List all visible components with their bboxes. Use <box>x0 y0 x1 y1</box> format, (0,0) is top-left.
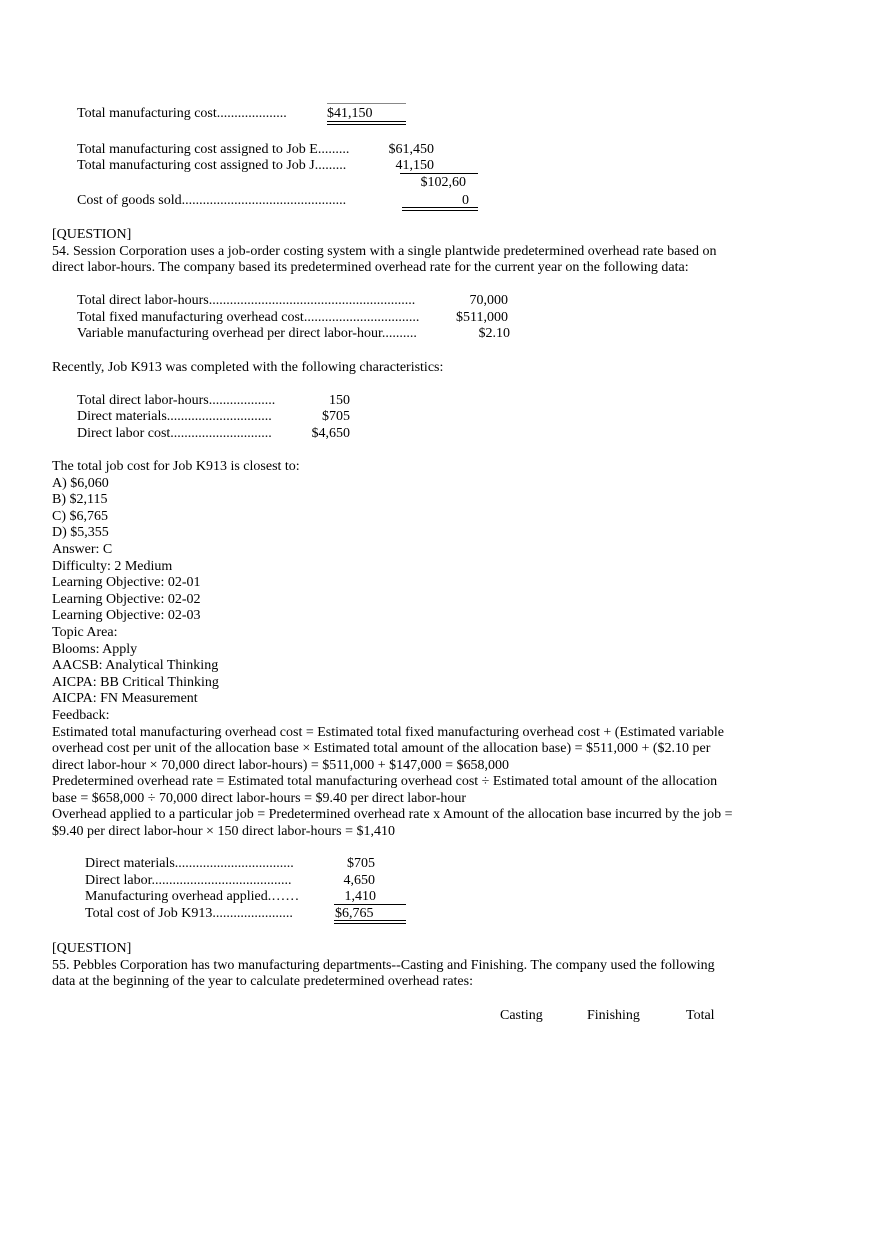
cogs-value: 0 <box>462 193 469 208</box>
cost-row-value: $705 <box>347 856 375 871</box>
job-row-label: Direct materials.............................. <box>77 409 272 424</box>
data-row-value: $511,000 <box>456 310 508 325</box>
column-header-finishing: Finishing <box>587 1008 640 1023</box>
job-row-value: $705 <box>322 409 350 424</box>
cost-row-label: Direct materials.................................. <box>85 856 294 871</box>
total-mfg-cost-label: Total manufacturing cost.................... <box>77 106 287 121</box>
learning-objective: Learning Objective: 02-02 <box>52 591 201 607</box>
assigned-e-label: Total manufacturing cost assigned to Job E......... <box>77 142 350 157</box>
data-row-label: Variable manufacturing overhead per direct labor-hour.......... <box>77 326 417 341</box>
rule-below-j <box>400 173 478 174</box>
feedback-line: Estimated total manufacturing overhead cost = Estimated total fixed manufacturing overhead cost + (Estimated variable <box>52 724 725 740</box>
feedback-heading: Feedback: <box>52 707 110 723</box>
assigned-e-value: $61,450 <box>388 142 434 157</box>
data-row-label: Total direct labor-hours........................................................... <box>77 293 416 308</box>
feedback-line: Predetermined overhead rate = Estimated total manufacturing overhead cost ÷ Estimated total amount of the allocation <box>52 774 718 790</box>
data-row-value: $2.10 <box>478 326 510 341</box>
q54-prompt: The total job cost for Job K913 is closest to: <box>52 459 300 474</box>
answer-option-c: C) $6,765 <box>52 508 108 524</box>
double-rule-total-cost <box>334 920 406 924</box>
rule-below-overhead <box>334 904 406 905</box>
job-row-label: Direct labor cost............................. <box>77 426 272 441</box>
q55-stem-line: data at the beginning of the year to calculate predetermined overhead rates: <box>52 974 473 990</box>
cost-total-label: Total cost of Job K913....................... <box>85 906 293 921</box>
q55-stem-line: 55. Pebbles Corporation has two manufacturing departments--Casting and Finishing. The company used the following <box>52 957 715 973</box>
aicpa: AICPA: BB Critical Thinking <box>52 674 219 690</box>
blooms: Blooms: Apply <box>52 641 138 657</box>
difficulty: Difficulty: 2 Medium <box>52 558 173 574</box>
subtotal-value: $102,60 <box>420 175 466 190</box>
answer-key: Answer: C <box>52 541 113 557</box>
feedback-line: direct labor-hour × 70,000 direct labor-hours) = $511,000 + $147,000 = $658,000 <box>52 757 510 773</box>
q55-header <box>52 941 762 991</box>
question-tag: [QUESTION] <box>52 227 132 242</box>
cost-row-value: 1,410 <box>344 889 376 904</box>
double-rule-cogs <box>402 207 478 211</box>
rule-above-total <box>327 103 406 104</box>
aicpa: AICPA: FN Measurement <box>52 691 198 707</box>
q54-header <box>52 227 762 277</box>
learning-objective: Learning Objective: 02-01 <box>52 575 201 591</box>
cost-total-value: $6,765 <box>335 906 374 921</box>
double-rule-total <box>327 121 406 125</box>
cost-row-label: Direct labor........................................ <box>85 873 292 888</box>
feedback-line: base = $658,000 ÷ 70,000 direct labor-hours = $9.40 per direct labor-hour <box>52 790 467 806</box>
job-row-value: 150 <box>329 393 350 408</box>
cogs-label: Cost of goods sold............................................... <box>77 193 347 208</box>
assigned-j-label: Total manufacturing cost assigned to Job J......... <box>77 158 347 173</box>
q54-body <box>52 459 762 841</box>
job-row-value: $4,650 <box>311 426 350 441</box>
job-row-label: Total direct labor-hours................... <box>77 393 276 408</box>
answer-option-d: D) $5,355 <box>52 525 109 541</box>
cost-row-value: 4,650 <box>343 873 375 888</box>
q54-stem-line: direct labor-hours. The company based its predetermined overhead rate for the current year on the following data: <box>52 260 689 276</box>
total-mfg-cost-value: $41,150 <box>327 106 373 121</box>
data-row-label: Total fixed manufacturing overhead cost................................. <box>77 310 420 325</box>
aacsb: AACSB: Analytical Thinking <box>52 658 219 674</box>
answer-option-b: B) $2,115 <box>52 492 108 508</box>
q54-stem-line: 54. Session Corporation uses a job-order costing system with a single plantwide predetermined overhead rate based on <box>52 243 717 259</box>
answer-option-a: A) $6,060 <box>52 475 109 491</box>
feedback-line: $9.40 per direct labor-hour × 150 direct labor-hours = $1,410 <box>52 824 395 840</box>
topic-area: Topic Area: <box>52 624 118 640</box>
question-tag: [QUESTION] <box>52 941 132 956</box>
column-header-casting: Casting <box>500 1008 543 1023</box>
column-header-total: Total <box>686 1008 715 1023</box>
feedback-line: overhead cost per unit of the allocation base × Estimated total amount of the allocation base) = $511,000 + ($2.10 per <box>52 741 711 757</box>
job-intro: Recently, Job K913 was completed with the following characteristics: <box>52 360 444 375</box>
data-row-value: 70,000 <box>469 293 508 308</box>
learning-objective: Learning Objective: 02-03 <box>52 608 201 624</box>
cost-row-label: Manufacturing overhead applied.…… <box>85 889 300 904</box>
assigned-j-value: 41,150 <box>395 158 434 173</box>
feedback-line: Overhead applied to a particular job = Predetermined overhead rate x Amount of the allocation base incurred by the job = <box>52 807 733 823</box>
